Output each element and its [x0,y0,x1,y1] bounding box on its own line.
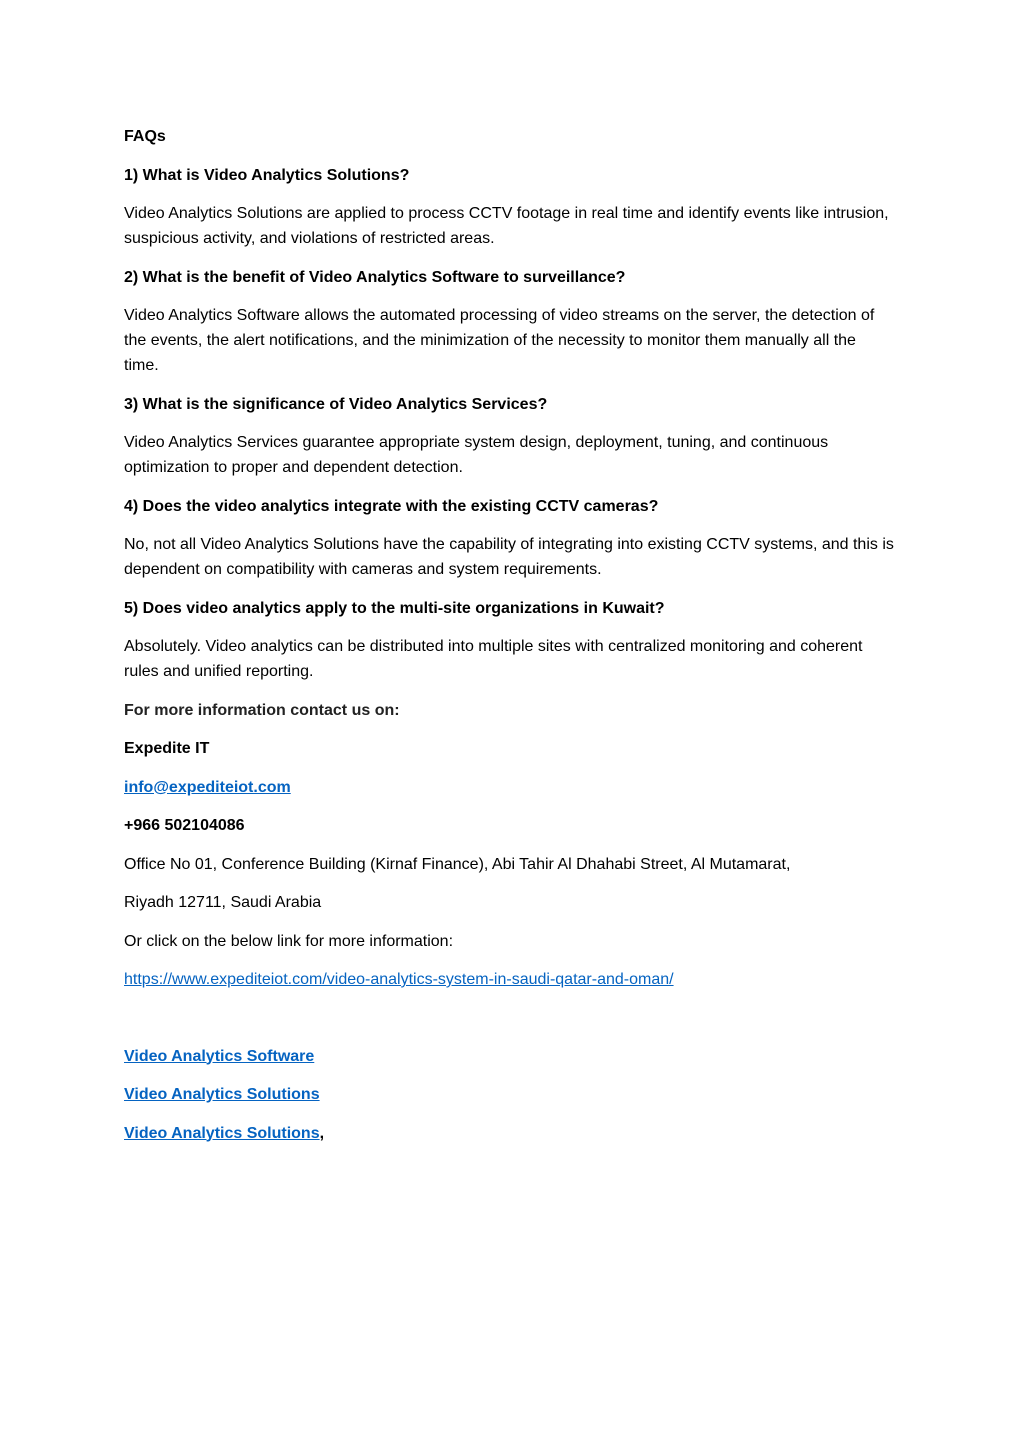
faq-question-4: 4) Does the video analytics integrate with the existing CCTV cameras? [124,497,659,515]
email-line [124,775,894,800]
address-line-1: Office No 01, Conference Building (Kirnaf Finance), Abi Tahir Al Dhahabi Street, Al Mutamarat, [124,855,791,873]
url-line [124,967,894,992]
faq-answer-5: Absolutely. Video analytics can be distributed into multiple sites with centralized monitoring and coherent rules and unified reporting. [124,638,863,680]
faq-answer-4: No, not all Video Analytics Solutions have the capability of integrating into existing CCTV systems, and this is dependent on compatibility with cameras and system requirements. [124,536,894,578]
faq-question-3: 3) What is the significance of Video Analytics Services? [124,395,548,413]
related-link-line-1 [124,1044,894,1069]
spacer [124,1006,894,1044]
company-name: Expedite IT [124,740,210,757]
phone-number: +966 502104086 [124,817,245,834]
faq-answer-1: Video Analytics Solutions are applied to process CCTV footage in real time and identify events like intrusion, suspicious activity, and violations of restricted areas. [124,205,889,247]
faq-answer-3: Video Analytics Services guarantee appropriate system design, deployment, tuning, and continuous optimization to proper and dependent detection. [124,434,829,476]
faqs-heading: FAQs [124,128,166,145]
trailing-comma: , [319,1124,325,1142]
related-link-line-2 [124,1082,894,1107]
video-analytics-software-link[interactable]: Video Analytics Software [124,1047,315,1065]
faq-question-2: 2) What is the benefit of Video Analytics Software to surveillance? [124,268,626,286]
address-line-2: Riyadh 12711, Saudi Arabia [124,894,322,911]
email-link[interactable]: info@expediteiot.com [124,778,291,796]
faq-question-1: 1) What is Video Analytics Solutions? [124,166,410,184]
video-analytics-solutions-link-2[interactable]: Video Analytics Solutions [124,1124,320,1142]
faq-answer-2: Video Analytics Software allows the automated processing of video streams on the server, the detection of the events, the alert notifications, and the minimization of the necessity to monitor them manually all the time. [124,307,875,374]
faq-question-5: 5) Does video analytics apply to the multi-site organizations in Kuwait? [124,599,665,617]
contact-heading: For more information contact us on: [124,701,400,719]
click-info-text: Or click on the below link for more information: [124,932,454,950]
video-analytics-solutions-link[interactable]: Video Analytics Solutions [124,1086,320,1103]
related-link-line-3 [124,1121,894,1146]
document-page [124,124,894,1159]
website-link[interactable]: https://www.expediteiot.com/video-analytics-system-in-saudi-qatar-and-oman/ [124,971,674,988]
